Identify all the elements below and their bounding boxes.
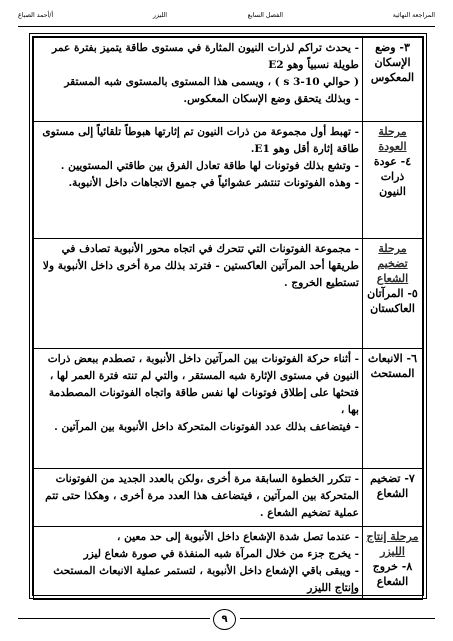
phase-heading: الليزر	[380, 545, 405, 558]
table-row	[34, 349, 423, 469]
stage-description	[34, 122, 363, 239]
stage-description	[34, 38, 363, 122]
stage-title-line: العاكستان	[370, 302, 415, 315]
header-divider	[18, 26, 435, 27]
stage-description	[34, 349, 363, 469]
description-line: - ويبقى باقي الإشعاع داخل الأنبوبة ، لتستمر عملية الانبعاث المستحث وإنتاج الليزر	[53, 565, 359, 594]
stage-title-line: المعكوس	[370, 71, 415, 84]
stage-title-line: الشعاع	[376, 487, 409, 500]
stage-title	[363, 469, 423, 527]
table-row	[34, 239, 423, 349]
stage-title-line: المستحث	[370, 367, 415, 380]
stage-title	[363, 527, 423, 600]
stage-title-line: ٦- الانبعاث	[367, 352, 418, 365]
stage-title-line: ٥- المرآتان	[367, 287, 418, 300]
stage-title-line: ٤- عودة	[373, 155, 412, 168]
description-line: - يخرج جزء من خلال المرآة شبه المنفذة في صورة شعاع ليزر	[83, 548, 359, 560]
description-line: - وتشع بذلك فوتونات لها طاقة تعادل الفرق بين طاقتي المستويين .	[60, 160, 359, 172]
stage-title-line: ٧- تضخيم	[370, 472, 415, 485]
page-header	[14, 10, 439, 24]
footer-divider	[240, 618, 435, 619]
stage-title-line: ٨- خروج	[372, 560, 413, 573]
phase-heading: العودة	[378, 140, 407, 153]
phase-heading: مرحلة	[378, 242, 407, 255]
phase-heading: الشعاع	[376, 272, 409, 285]
author-name: أ/أحمد الصباغ	[18, 12, 54, 19]
page-footer	[0, 607, 453, 631]
stage-title-line: ٣- وضع	[375, 41, 410, 54]
description-line: - تهبط أول مجموعة من ذرات النيون تم إثارتها هبوطاً تلقائياً إلى مستوى طاقة إثارة أقل وهو E1.	[42, 126, 359, 155]
stage-title	[363, 122, 423, 239]
stage-title-line: ذرات النيون	[379, 170, 406, 198]
phase-heading: مرحلة إنتاج	[366, 530, 419, 543]
description-line: - وهذه الفوتونات تنتشر عشوائياً في جميع الاتجاهات داخل الأنبوبة.	[68, 177, 359, 189]
description-line: - أثناء حركة الفوتونات بين المرآتين داخل الأنبوبة ، تصطدم ببعض ذرات النيون في مستوى الإثارة شبه المستقر ، والتي لم تنته فترة العمر لها ، فتحثها على إطلاق فوتونات لها نفس طاقة واتجاه الفوتونات المصطدمة بها ،	[47, 353, 359, 416]
description-line: - عندما تصل شدة الإشعاع داخل الأنبوبة إلى حد معين ،	[117, 531, 359, 543]
stage-description	[34, 527, 363, 600]
doc-title: المراجعة النهائية	[392, 12, 435, 19]
table-row	[34, 527, 423, 600]
phase-heading: تضخيم	[377, 257, 408, 270]
description-line: - تتكرر الخطوة السابقة مرة أخرى ،ولكن بالعدد الجديد من الفوتونات المتحركة بين المرآتين ، فيتضاعف هذا العدد مرة أخرى ، وهكذا حتى تتم عملية تضخيم الشعاع .	[45, 473, 359, 519]
table-row	[34, 122, 423, 239]
stage-title-line: الشعاع	[376, 575, 409, 588]
stage-title	[363, 38, 423, 122]
table-row	[34, 38, 423, 122]
stage-description	[34, 239, 363, 349]
stage-title	[363, 239, 423, 349]
footer-divider	[18, 618, 210, 619]
description-line: ( حوالي 10-3 s ) ، ويسمى هذا المستوى بالمستوى شبه المستقر	[64, 76, 359, 88]
page-number: ٩	[213, 609, 236, 630]
stages-table	[33, 37, 423, 600]
topic-label: الليزر	[152, 12, 167, 19]
stage-title	[363, 349, 423, 469]
description-line: - يحدث تراكم لذرات النيون المثارة في مستوى طاقة يتميز بفترة عمر طويلة نسبياً وهو E2	[51, 42, 359, 71]
table-row	[34, 469, 423, 527]
phase-heading: مرحلة	[378, 125, 407, 138]
stage-title-line: الإسكان	[374, 56, 411, 69]
description-line: - مجموعة الفوتونات التي تتحرك في اتجاه محور الأنبوبة تصادف في طريقها أحد المرآتين العاكستين - فترتد بذلك مرة أخرى داخل الأنبوبة ولا تستطيع الخروج .	[42, 243, 359, 289]
description-line: - فيتضاعف بذلك عدد الفوتونات المتحركة داخل الأنبوبة بين المرآتين .	[54, 421, 359, 433]
chapter-label: الفصل السابع	[247, 12, 283, 19]
description-line: - وبذلك يتحقق وضع الإسكان المعكوس.	[183, 93, 359, 105]
stage-description	[34, 469, 363, 527]
